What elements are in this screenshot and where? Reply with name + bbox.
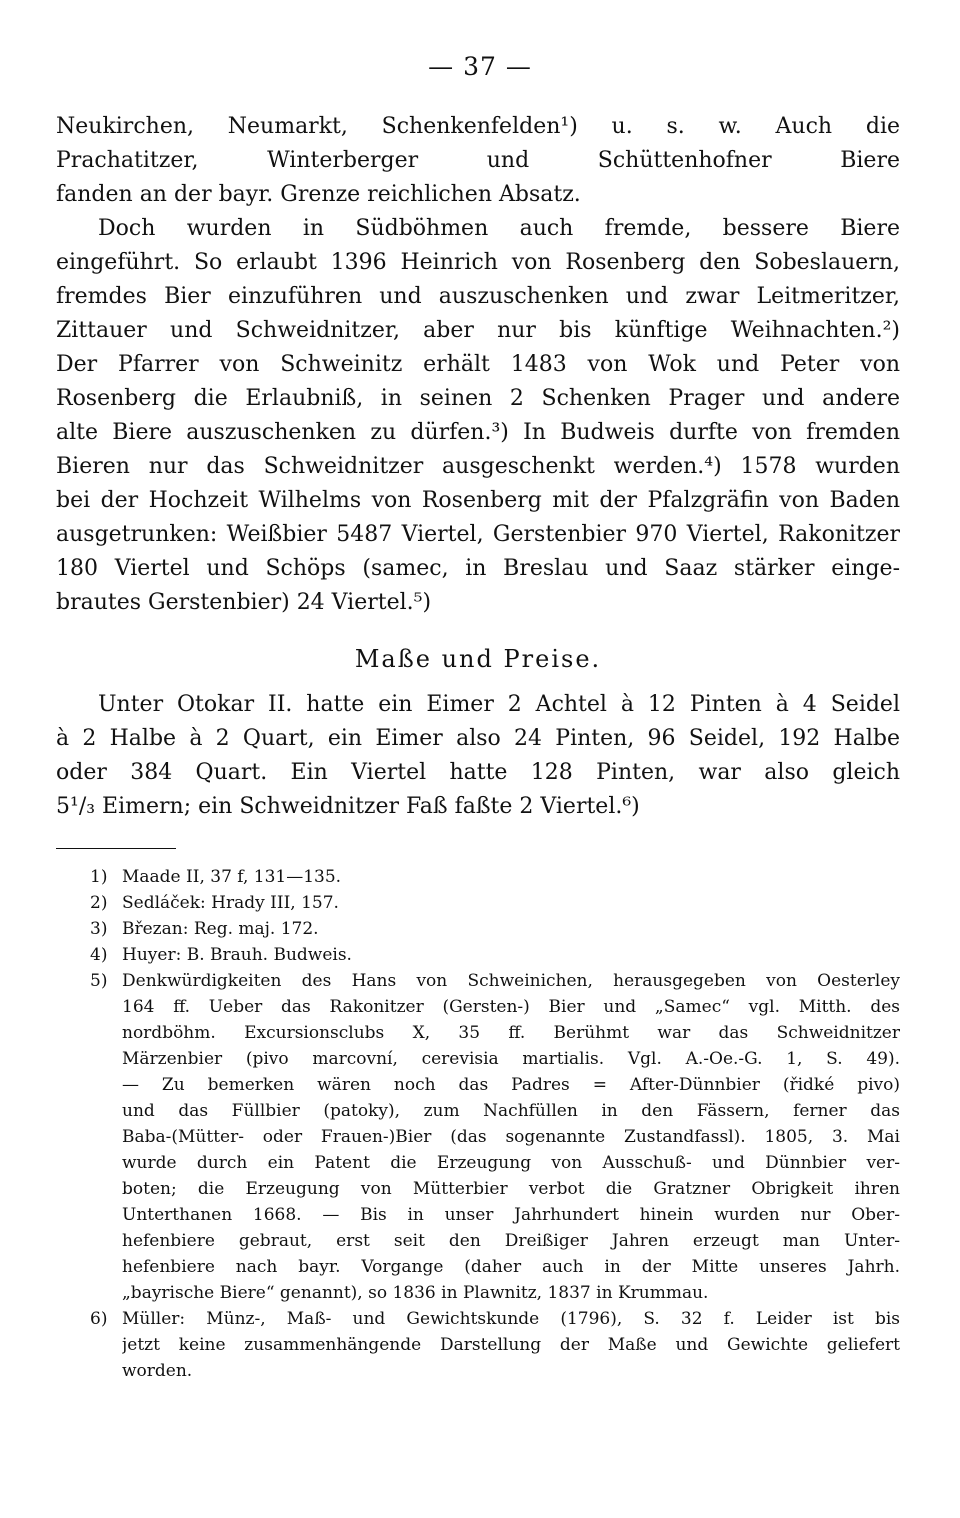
text-line: Doch wurden in Südböhmen auch fremde, bessere Biere	[98, 216, 900, 241]
footnote-line: hefenbiere nach bayr. Vorgange (daher auch in der Mitte unseres Jahrh.	[122, 1257, 900, 1277]
text-line: ausgetrunken: Weißbier 5487 Viertel, Gerstenbier 970 Viertel, Rakonitzer	[56, 522, 900, 547]
text-line: à 2 Halbe à 2 Quart, ein Eimer also 24 Pinten, 96 Seidel, 192 Halbe	[56, 726, 900, 751]
footnote-line: und das Füllbier (patoky), zum Nachfüllen in den Fässern, ferner das	[122, 1101, 900, 1121]
footnote-marker: 1)	[90, 867, 108, 887]
footnote-marker: 6)	[90, 1309, 108, 1329]
footnote	[56, 942, 900, 968]
text-line: Neukirchen, Neumarkt, Schenkenfelden¹) u. s. w. Auch die	[56, 114, 900, 139]
footnote-line: Denkwürdigkeiten des Hans von Schweinichen, herausgegeben von Oesterley	[122, 971, 900, 991]
footnote-line: Unterthanen 1668. — Bis in unser Jahrhundert hinein wurden nur Ober-	[122, 1205, 900, 1225]
paragraph-beer-imports	[56, 110, 900, 620]
text-line: eingeführt. So erlaubt 1396 Heinrich von Rosenberg den Sobeslauern,	[56, 250, 900, 275]
page-number: — 37 —	[428, 52, 532, 81]
footnote	[56, 916, 900, 942]
footnote-line: — Zu bemerken wären noch das Padres = After-Dünnbier (řidké pivo)	[122, 1075, 900, 1095]
text-line: Unter Otokar II. hatte ein Eimer 2 Achtel à 12 Pinten à 4 Seidel	[98, 692, 900, 717]
section-heading: Maße und Preise.	[354, 645, 602, 673]
footnote-line: Märzenbier (pivo marcovní, cerevisia martialis. Vgl. A.-Oe.-G. 1, S. 49).	[122, 1049, 900, 1069]
footnote-line: Huyer: B. Brauh. Budweis.	[122, 945, 352, 965]
text-line: Bieren nur das Schweidnitzer ausgeschenkt werden.⁴) 1578 wurden	[56, 454, 900, 479]
text-line: Rosenberg die Erlaubniß, in seinen 2 Schenken Prager und andere	[56, 386, 900, 411]
footnote-line: Müller: Münz-, Maß- und Gewichtskunde (1796), S. 32 f. Leider ist bis	[122, 1309, 900, 1329]
text-line: brautes Gerstenbier) 24 Viertel.⁵)	[56, 590, 432, 615]
footnote-line: Baba-(Mütter- oder Frauen-)Bier (das sogenannte Zustandfassl). 1805, 3. Mai	[122, 1127, 900, 1147]
footnote-divider	[56, 848, 176, 849]
footnote	[56, 968, 900, 1306]
footnote-line: wurde durch ein Patent die Erzeugung von Ausschuß- und Dünnbier ver-	[122, 1153, 900, 1173]
text-line: bei der Hochzeit Wilhelms von Rosenberg mit der Pfalzgräfin von Baden	[56, 488, 900, 513]
footnote-line: Maade II, 37 f, 131—135.	[122, 867, 342, 887]
footnote	[56, 864, 900, 890]
text-line: Der Pfarrer von Schweinitz erhält 1483 von Wok und Peter von	[56, 352, 900, 377]
text-line: fremdes Bier einzuführen und auszuschenken und zwar Leitmeritzer,	[56, 284, 900, 309]
footnote-marker: 2)	[90, 893, 108, 913]
text-line: 5¹/₃ Eimern; ein Schweidnitzer Faß faßte 2 Viertel.⁶)	[56, 794, 640, 819]
footnote-line: Březan: Reg. maj. 172.	[122, 919, 319, 939]
footnote-line: Sedláček: Hrady III, 157.	[122, 893, 339, 913]
text-line: Prachatitzer, Winterberger und Schüttenhofner Biere	[56, 148, 900, 173]
footnote-marker: 3)	[90, 919, 108, 939]
footnote-line: hefenbiere gebraut, erst seit den Dreißiger Jahren erzeugt man Unter-	[122, 1231, 900, 1251]
footnote-line: nordböhm. Excursionsclubs X, 35 ff. Berühmt war das Schweidnitzer	[122, 1023, 900, 1043]
footnote-line: „bayrische Biere“ genannt), so 1836 in Plawnitz, 1837 in Krummau.	[122, 1283, 709, 1303]
paragraph-measures	[56, 688, 900, 824]
text-line: fanden an der bayr. Grenze reichlichen Absatz.	[56, 182, 581, 207]
main-text	[56, 110, 900, 824]
footnote-marker: 4)	[90, 945, 108, 965]
footnotes	[56, 864, 900, 1384]
footnote-line: 164 ff. Ueber das Rakonitzer (Gersten-) Bier und „Samec“ vgl. Mitth. des	[122, 997, 900, 1017]
footnote	[56, 1306, 900, 1384]
text-line: Zittauer und Schweidnitzer, aber nur bis künftige Weihnachten.²)	[56, 318, 900, 343]
text-line: alte Biere auszuschenken zu dürfen.³) In Budweis durfte von fremden	[56, 420, 900, 445]
footnote-marker: 5)	[90, 971, 108, 991]
text-line: oder 384 Quart. Ein Viertel hatte 128 Pinten, war also gleich	[56, 760, 900, 785]
footnote	[56, 890, 900, 916]
footnote-line: worden.	[122, 1361, 193, 1381]
footnote-line: jetzt keine zusammenhängende Darstellung der Maße und Gewichte geliefert	[122, 1335, 900, 1355]
footnote-line: boten; die Erzeugung von Mütterbier verbot die Gratzner Obrigkeit ihren	[122, 1179, 900, 1199]
text-line: 180 Viertel und Schöps (samec, in Breslau und Saaz stärker einge-	[56, 556, 900, 581]
